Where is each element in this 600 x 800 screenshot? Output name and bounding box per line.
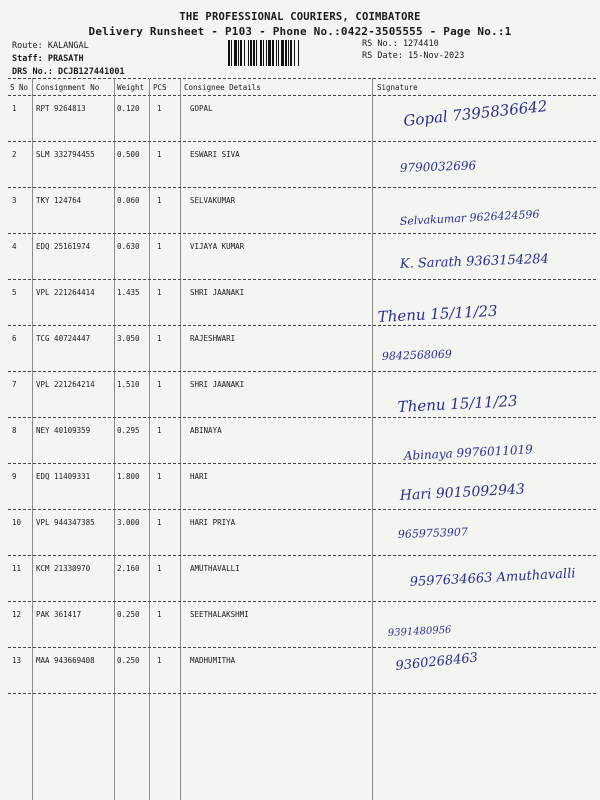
cell-sno: 1 [12,104,17,113]
cell-consignment-no: VPL 221264214 [36,380,95,389]
runsheet-meta-left [12,40,125,79]
row-divider [8,509,596,510]
handwritten-signature: 9659753907 [397,525,469,541]
handwritten-signature: 9842568069 [381,347,453,363]
handwritten-signature: 9790032696 [399,158,477,175]
row-divider [8,601,596,602]
row-divider [8,693,596,694]
cell-consignee: ABINAYA [190,426,222,435]
cell-pcs: 1 [157,334,162,343]
row-divider [8,187,596,188]
cell-sno: 3 [12,196,17,205]
header-bottom-rule [8,95,596,96]
cell-pcs: 1 [157,242,162,251]
cell-consignment-no: VPL 221264414 [36,288,95,297]
route-label: Route: KALANGAL [12,41,89,51]
table-row [0,466,600,512]
handwritten-signature: Selvakumar 9626424596 [399,207,540,228]
col-header-weight: Weight [117,83,145,92]
handwritten-signature: K. Sarath 9363154284 [399,251,550,272]
handwritten-signature: 9360268463 [394,650,479,674]
table-row [0,282,600,328]
cell-consignment-no: TKY 124764 [36,196,82,205]
cell-consignment-no: RPT 9264813 [36,104,86,113]
cell-weight: 0.630 [117,242,140,251]
cell-consignee: SHRI JAANAKI [190,288,245,297]
table-row [0,190,600,236]
cell-consignee: SEETHALAKSHMI [190,610,249,619]
cell-consignee: VIJAYA KUMAR [190,242,245,251]
cell-sno: 13 [12,656,22,665]
cell-consignee: SELVAKUMAR [190,196,236,205]
cell-weight: 1.510 [117,380,140,389]
cell-consignee: HARI PRIYA [190,518,236,527]
row-divider [8,555,596,556]
row-divider [8,233,596,234]
cell-weight: 0.120 [117,104,140,113]
cell-pcs: 1 [157,104,162,113]
cell-pcs: 1 [157,150,162,159]
cell-weight: 0.500 [117,150,140,159]
row-divider [8,279,596,280]
cell-pcs: 1 [157,518,162,527]
row-divider [8,141,596,142]
cell-pcs: 1 [157,288,162,297]
cell-sno: 10 [12,518,22,527]
runsheet-meta-right [362,38,464,62]
cell-weight: 0.060 [117,196,140,205]
table-row [0,144,600,190]
cell-pcs: 1 [157,380,162,389]
drs-number: DRS No.: DCJB127441001 [12,67,125,77]
col-header-pcs: PCS [153,83,167,92]
cell-sno: 8 [12,426,17,435]
cell-weight: 3.050 [117,334,140,343]
cell-consignment-no: EDQ 11409331 [36,472,91,481]
table-row [0,604,600,650]
handwritten-signature: Abinaya 9976011019 [403,442,534,463]
table-row [0,512,600,558]
cell-consignment-no: EDQ 25161974 [36,242,91,251]
cell-pcs: 1 [157,196,162,205]
handwritten-signature: 9597634663 Amuthavalli [409,566,576,590]
cell-pcs: 1 [157,426,162,435]
cell-consignment-no: TCG 40724447 [36,334,91,343]
cell-consignee: AMUTHAVALLI [190,564,240,573]
table-row [0,328,600,374]
col-header-sno: S No [10,83,29,92]
handwritten-signature: Hari 9015092943 [399,481,526,504]
cell-sno: 9 [12,472,17,481]
cell-consignee: RAJESHWARI [190,334,236,343]
rs-date: RS Date: 15-Nov-2023 [362,51,465,61]
barcode [228,40,352,66]
cell-consignment-no: SLM 332794455 [36,150,95,159]
cell-consignment-no: PAK 361417 [36,610,82,619]
staff-label: Staff: PRASATH [12,54,84,64]
table-row [0,558,600,604]
cell-sno: 7 [12,380,17,389]
row-divider [8,647,596,648]
cell-consignment-no: NEY 40109359 [36,426,91,435]
header-top-rule [8,78,596,79]
handwritten-signature: Thenu 15/11/23 [397,391,519,416]
cell-weight: 0.250 [117,656,140,665]
row-divider [8,463,596,464]
table-row [0,374,600,420]
cell-consignee: SHRI JAANAKI [190,380,245,389]
cell-consignment-no: KCM 21330970 [36,564,91,573]
row-divider [8,417,596,418]
col-header-consignment: Consignment No [36,83,100,92]
cell-sno: 11 [12,564,22,573]
cell-consignee: ESWARI SIVA [190,150,240,159]
cell-consignee: GOPAL [190,104,213,113]
row-divider [8,325,596,326]
runsheet-subtitle: Delivery Runsheet - P103 - Phone No.:0422-3505555 - Page No.:1 [88,25,512,38]
cell-pcs: 1 [157,656,162,665]
rs-number: RS No.: 1274410 [362,39,439,49]
table-row [0,650,600,696]
handwritten-signature: Gopal 7395836642 [402,96,549,130]
cell-pcs: 1 [157,610,162,619]
cell-pcs: 1 [157,564,162,573]
cell-consignee: MADHUMITHA [190,656,236,665]
table-row [0,420,600,466]
cell-sno: 2 [12,150,17,159]
table-row [0,98,600,144]
cell-consignee: HARI [190,472,209,481]
cell-pcs: 1 [157,472,162,481]
cell-consignment-no: MAA 943669408 [36,656,95,665]
handwritten-signature: Thenu 15/11/23 [377,301,499,326]
col-header-signature: Signature [377,83,418,92]
table-row [0,236,600,282]
handwritten-signature: 9391480956 [387,624,452,639]
cell-sno: 5 [12,288,17,297]
cell-consignment-no: VPL 944347385 [36,518,95,527]
cell-weight: 1.435 [117,288,140,297]
cell-weight: 3.000 [117,518,140,527]
cell-sno: 12 [12,610,22,619]
company-title: THE PROFESSIONAL COURIERS, COIMBATORE [179,11,421,23]
cell-weight: 1.800 [117,472,140,481]
cell-weight: 0.295 [117,426,140,435]
cell-weight: 0.250 [117,610,140,619]
cell-sno: 4 [12,242,17,251]
cell-weight: 2.160 [117,564,140,573]
row-divider [8,371,596,372]
cell-sno: 6 [12,334,17,343]
col-header-consignee: Consignee Details [184,83,261,92]
